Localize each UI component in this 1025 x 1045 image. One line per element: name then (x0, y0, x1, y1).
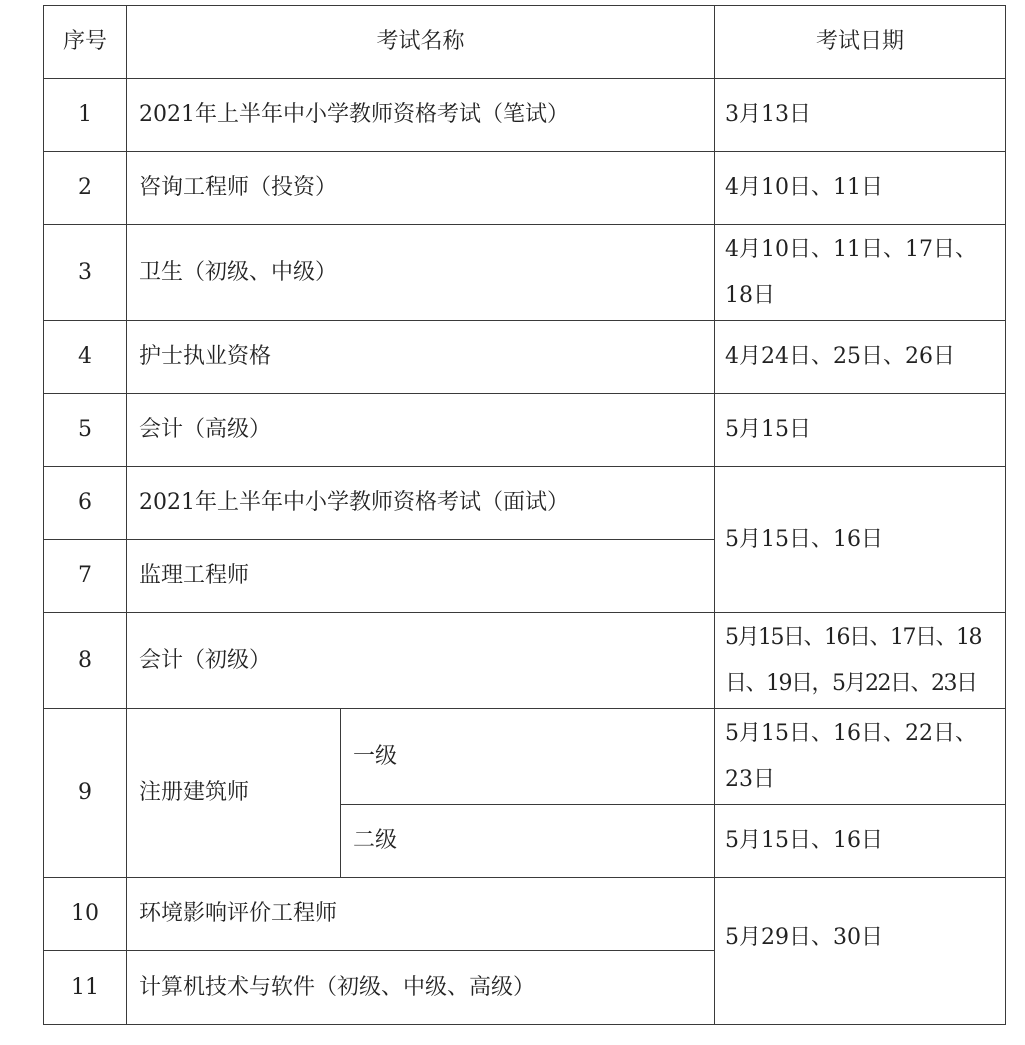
row-name: 会计（高级） (127, 394, 715, 467)
table-row (44, 467, 1006, 540)
row-no: 6 (44, 467, 127, 540)
row-name: 咨询工程师（投资） (127, 152, 715, 225)
table-row (44, 225, 1006, 321)
row-no: 4 (44, 321, 127, 394)
row-name: 会计（初级） (127, 613, 715, 709)
table-row (44, 878, 1006, 951)
row-sub-level: 一级 (341, 709, 715, 805)
table-row (44, 79, 1006, 152)
row-name: 护士执业资格 (127, 321, 715, 394)
table-row (44, 613, 1006, 709)
row-name: 2021年上半年中小学教师资格考试（笔试） (127, 79, 715, 152)
table-row (44, 709, 1006, 805)
header-no: 序号 (44, 6, 127, 79)
row-name: 环境影响评价工程师 (127, 878, 715, 951)
row-no: 3 (44, 225, 127, 321)
row-name: 2021年上半年中小学教师资格考试（面试） (127, 467, 715, 540)
table-row (44, 152, 1006, 225)
row-no: 11 (44, 951, 127, 1025)
row-name: 监理工程师 (127, 540, 715, 613)
row-date: 5月15日、16日 (715, 467, 1006, 613)
row-no: 5 (44, 394, 127, 467)
row-sub-level: 二级 (341, 805, 715, 878)
row-date: 4月10日、11日、17日、18日 (715, 225, 1006, 321)
row-date: 4月10日、11日 (715, 152, 1006, 225)
row-no: 9 (44, 709, 127, 878)
row-no: 1 (44, 79, 127, 152)
exam-schedule-sheet (43, 5, 1005, 1045)
table-row (44, 321, 1006, 394)
table-row (44, 394, 1006, 467)
header-row (44, 6, 1006, 79)
row-date: 5月29日、30日 (715, 878, 1006, 1025)
row-date: 5月15日、16日、22日、23日 (715, 709, 1006, 805)
row-name: 注册建筑师 (127, 709, 341, 878)
row-no: 10 (44, 878, 127, 951)
row-no: 8 (44, 613, 127, 709)
row-no: 2 (44, 152, 127, 225)
exam-schedule-table (43, 5, 1006, 1025)
row-date: 5月15日、16日 (715, 805, 1006, 878)
row-no: 7 (44, 540, 127, 613)
header-name: 考试名称 (127, 6, 715, 79)
row-name: 计算机技术与软件（初级、中级、高级） (127, 951, 715, 1025)
row-date: 5月15日、16日、17日、18日、19日，5月22日、23日 (715, 613, 1006, 709)
row-date: 4月24日、25日、26日 (715, 321, 1006, 394)
header-date: 考试日期 (715, 6, 1006, 79)
row-name: 卫生（初级、中级） (127, 225, 715, 321)
row-date: 5月15日 (715, 394, 1006, 467)
row-date: 3月13日 (715, 79, 1006, 152)
